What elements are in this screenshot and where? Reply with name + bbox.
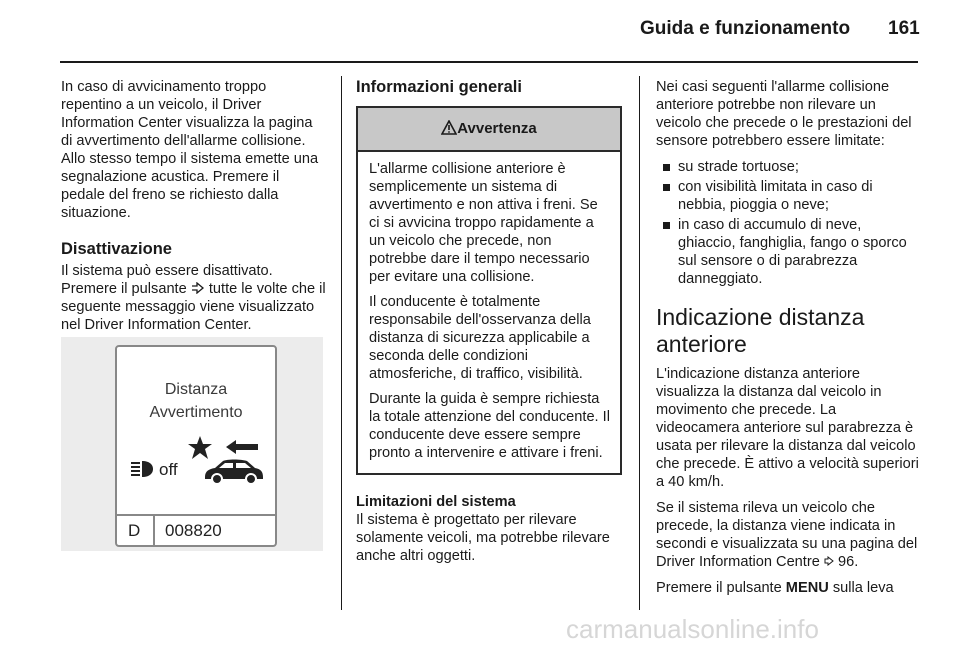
section-heading-limits: Limitazioni del sistema: [356, 494, 516, 510]
warning-paragraph: L'allarme collisione anteriore è semplicemente un sistema di avvertimento e non attiva i freni. Se ci si avvicina troppo rapidamente a un veicolo che precede, non potrebbe dare il tempo necessario per evitare una collisione.: [369, 161, 598, 285]
column-right: [656, 78, 920, 605]
section-heading-distance: Indicazione distanza anteriore: [656, 304, 865, 357]
gear-indicator: D: [128, 521, 141, 540]
warning-paragraph: Il conducente è totalmente responsabile dell'osservanza della distanza di sicurezza applicabile a seconda delle condizioni atmosferiche, di traffico, visibilità.: [369, 294, 591, 382]
watermark: carmanualsonline.info: [566, 614, 819, 644]
car-icon: [201, 457, 265, 490]
menu-button-label: MENU: [785, 580, 829, 596]
deactivation-paragraph: Il sistema può essere disattivato. Premere il pulsante tutte le volte che il seguente messaggio viene visualizzato nel Driver Information Center.: [61, 263, 326, 333]
collision-alert-button-icon: [191, 281, 205, 297]
driver-info-display: [115, 345, 277, 547]
page-number: 161: [888, 18, 920, 39]
distance-paragraph: L'indicazione distanza anteriore visualizza la distanza dal veicolo in movimento che precede. La videocamera anteriore sul parabrezza è usata per rilevare la distanza dal veicolo che precede. È attivo a velocità superiori a 40 km/h.: [656, 366, 919, 490]
intro-paragraph: In caso di avvicinamento troppo repentino a un veicolo, il Driver Information Center visualizza la pagina di avvertimento dell'allarme collisione. Allo stesso tempo il sistema emette una segnalazione acustica. Premere il pedale del freno se richiesto dalla situazione.: [61, 79, 319, 221]
column-left: [61, 78, 326, 342]
warning-body: [358, 152, 620, 473]
column-middle: [356, 78, 622, 573]
limitations-intro: Nei casi seguenti l'allarme collisione anteriore potrebbe non rilevare un veicolo che precede o le prestazioni del sensore potrebbero essere limitate:: [656, 79, 912, 149]
list-item: su strade tortuose;: [656, 158, 920, 176]
section-heading-general: Informazioni generali: [356, 78, 522, 96]
bullet-icon: [663, 164, 670, 171]
display-divider: [153, 514, 155, 545]
display-divider: [117, 514, 275, 516]
list-item: con visibilità limitata in caso di nebbia, pioggia o neve;: [656, 178, 920, 214]
reference-arrow-icon: [824, 554, 834, 570]
page-reference-link[interactable]: 96: [837, 554, 855, 570]
display-subtitle: Avvertimento: [149, 404, 243, 421]
bullet-icon: [663, 222, 670, 229]
section-heading-deactivation: Disattivazione: [61, 240, 172, 258]
header-rule: [60, 61, 918, 63]
limitations-list: [656, 158, 920, 288]
column-divider: [639, 76, 640, 610]
column-divider: [341, 76, 342, 610]
distance-paragraph: Premere il pulsante MENU sulla leva: [656, 580, 894, 596]
warning-paragraph: Durante la guida è sempre richiesta la totale attenzione del conducente. Il conducente deve essere sempre pronto a intervenire e attivare i freni.: [369, 391, 610, 461]
display-illustration: [61, 337, 323, 551]
limits-paragraph: Il sistema è progettato per rilevare solamente veicoli, ma potrebbe rilevare anche altri oggetti.: [356, 512, 610, 564]
page-header: [0, 0, 960, 60]
display-title: Distanza: [164, 381, 228, 398]
list-item: in caso di accumulo di neve, ghiaccio, fanghiglia, fango o sporco sul sensore o di parabrezza danneggiato.: [656, 216, 920, 288]
headlight-icon: [129, 459, 155, 484]
display-off-label: off: [159, 460, 178, 479]
warning-box: [356, 106, 622, 475]
chapter-title: Guida e funzionamento: [640, 18, 851, 39]
warning-title: Avvertenza: [457, 120, 537, 137]
warning-header: [358, 108, 620, 152]
bullet-icon: [663, 184, 670, 191]
distance-paragraph: Se il sistema rileva un veicolo che precede, la distanza viene indicata in secondi e visualizzata su una pagina del Driver Information Centre 96.: [656, 500, 918, 570]
warning-triangle-icon: [441, 120, 457, 137]
odometer-readout: 008820: [165, 521, 222, 540]
